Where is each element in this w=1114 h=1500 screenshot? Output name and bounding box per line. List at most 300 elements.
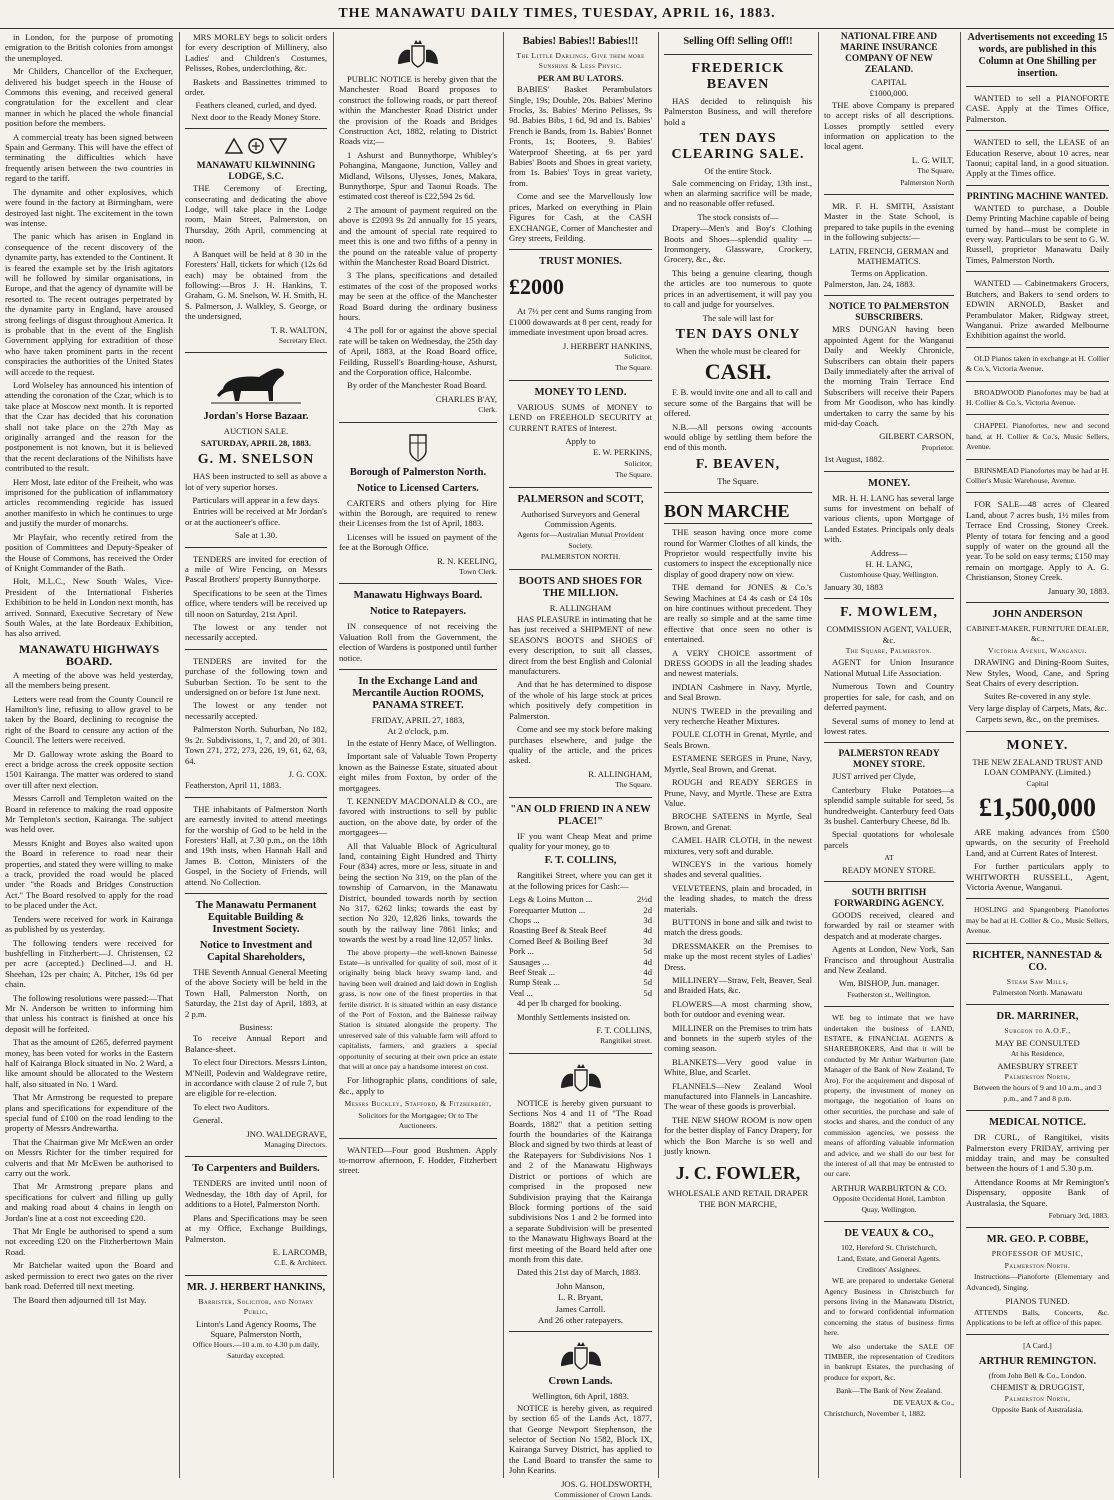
society-heading: The Manawatu Permanent Equitable Building & Investment Society. [195,899,317,935]
advert-text: HAS decided to relinquish his Palmerston Business, and will therefore hold a [664,96,812,127]
divider [824,742,954,743]
divider [509,249,652,250]
advert-text: Messrs Buckley, Stafford, & Fitzherbert, [344,1099,492,1109]
advert-text: Victoria Avenue, Wanganui. [988,645,1087,655]
masthead: THE MANAWATU DAILY TIMES, TUESDAY, APRIL 16, 1883. [0,0,1114,29]
news-paragraph: in London, for the purpose of promoting emigration to the British colonies from amongst the unemployed. [5,32,173,63]
divider [664,54,812,55]
advert-text: Business: [239,1022,273,1032]
signature: JOS. G. HOLDSWORTH, [561,1478,652,1489]
advert-text: THE above Company is prepared to accept risks of all descriptions. Losses promptly settled every information on application to the local agent. [824,99,954,152]
advert-text: For lithographic plans, conditions of sale, &c., apply to [339,1075,497,1096]
advert-text: General. [193,1115,223,1126]
medical-heading: MEDICAL NOTICE. [989,1117,1086,1129]
money-heading: MONEY. [868,477,910,489]
news-paragraph: A meeting of the above was held yesterday, all the members being present. [5,669,173,691]
advert-text: MR. H. H. LANG has several large sums for investment on behalf of various clients, upon Mortgage of Landed Estates. Principals only deals with. [824,492,954,545]
advert-text: AUCTION SALE. [223,426,289,437]
advert-text: Opposite Bank of Australasia. [991,1404,1084,1414]
divider [966,185,1109,186]
news-paragraph: Mr Playfair, who recently retired from the position of Committees and Deputy-Speaker of the House of Commons, has received the Order of Knight Commander of the Bath. [5,531,173,573]
money-heading: MONEY TO LEND. [534,386,627,398]
divider [824,194,954,195]
advert-text: Suites Re-covered in any style. [984,691,1091,702]
divider [339,422,497,423]
advert-text: THE inhabitants of Palmerston North are earnestly invited to attend meetings for the worship of God to be held in the Foresters' Hall, at 7.30 p.m., on the 18th and 19th insts, when Hannah Hall and James B. Cotton, Ministers of the Gospel, in the Society of Friends, will attend. No Collection. [185,803,327,887]
signature: F. T. COLLINS, [596,1025,652,1036]
signature: L. G. WILT, [911,154,954,165]
highways-heading: Manawatu Highways Board. [353,590,483,602]
surveyor-name: PALMERSON and SCOTT, [517,493,644,505]
borough-crest-icon [390,429,446,463]
signature: Palmerston North [900,177,954,187]
advert-text: N.B.—All persons owing accounts would oblige by settling them before the end of this month. [664,421,812,453]
notice-heading: Notice to Licensed Carters. [357,482,479,494]
signature: E. W. PERKINS, [593,447,652,458]
price-row [509,957,652,967]
advert-text: In the estate of Henry Mace, of Wellington. [347,737,497,748]
advert-text: NOTICE is hereby given, as required by section 65 of the Lands Act, 1877, that George Newport Stephenson, the selector of Section No 1582, Block IX, Kairanga Survey District, has applied to the Land Board to transfer the same to John Kearins. [509,1402,652,1476]
advert-text: CAPITAL [871,77,907,87]
advert-text: WHOLESALE AND RETAIL DRAPER [667,1187,809,1198]
divider [509,569,652,570]
doctor-name: DR. MARRINER, [996,1011,1079,1023]
price-item: Veal ... [509,987,533,998]
signature: JNO. WALDEGRAVE, [246,1128,327,1139]
signature: Rangitikei street. [600,1036,652,1046]
news-paragraph: Mr Childers, Chancellor of the Exchequer, delivered his budget speech in the House of Commons this evening, and received general congratulation for the excellent and clear manner in which he placed the whole financial position before the members. [5,66,173,129]
price-value: 5d [643,946,652,957]
classified-heading: Advertisements not exceeding 15 words, are published in this Column at One Shilling per insertion. [967,32,1108,79]
classified-ad: WANTED to sell, the LEASE of an Education Reserve, about 10 acres, near Taonui; capital land, in a good situation. Apply at the Times office. [966,137,1109,179]
advert-text: Next door to the Ready Money Store. [191,111,321,122]
advert-text: GOODS received, cleared and forwarded by rail or steamer with despatch and at moderate charges. [824,909,954,941]
capital-amount: £1,500,000 [979,792,1096,822]
signature: The Square, [917,166,954,176]
advert-text: FLOWERS—A most charming show, both for outdoor and evening wear. [664,998,812,1020]
advert-text: INDIAN Cashmere in Navy, Myrtle, and Seal Brown. [664,681,812,703]
price-item: Forequarter Mutton ... [509,904,586,915]
news-paragraph: Letters were read from the County Council re Hamilton's line, refusing to allow gravel to be taken by the Board, declining to recognise the right of the Board to censure any action of the Council. The letters were received. [5,693,173,746]
advert-text: WE beg to intimate that we have undertaken the business of LAND, ESTATE, & FINANCIAL AGENTS & SHAREBROKERS, And that it will be conducted by Mr Arthur Warburton (late Manager of the Bank of New Zealand, Te Aro). For the acquirement and disposal of property, the investment of money on mortgage, the negotiation of loans on other securities, the purchase and sale of stocks and shares, and the conduct of any commission agencies, we possess the means of affording valuable information and advice, and we shall do our best for the interest of all that may be entrusted to our care. [824,1013,954,1179]
advert-text: VARIOUS SUMS of MONEY to LEND on FREEHOLD SECURITY at CURRENT RATES of Interest. [509,401,652,433]
price-row [509,977,652,987]
advert-text: The Little Darlings. Give them more Sunshine & Less Physic. [516,51,645,71]
borough-heading: Borough of Palmerston North. [349,466,487,478]
news-paragraph: The dynamite and other explosives, which were found in the factory at Birmingham, were destroyed last night. The excitement in the town was intense. [5,186,173,228]
music-teacher-name: MR. GEO. P. COBBE, [986,1234,1089,1246]
advert-text: VELVETEENS, plain and brocaded, in the leading shades, to match the dress materials. [664,882,812,914]
price-item: Corned Beef & Boiling Beef [509,935,608,946]
advert-text: Rangitikei Street, where you can get it at the following prices for Cash:— [509,870,652,891]
advert-text: Feathers cleaned, curled, and dyed. [195,100,317,111]
advert-text: COMMISSION AGENT, VALUER, &c. [826,624,952,645]
column-1 [0,32,178,1480]
advert-text: By order of the Manchester Road Board. [347,380,488,391]
advert-text: At 7½ per cent and Sums ranging from £1000 dowawards at 8 per cent, ready for immediate investment upon broad acres. [509,306,652,338]
divider [185,547,327,548]
advert-text: PIANOS TUNED. [1005,1296,1070,1307]
signature: L. R. Bryant, [557,1292,604,1303]
divider [824,295,954,296]
divider [185,1156,327,1157]
advert-text: All that Valuable Block of Agricultural land, containing Eight Hundred and Thirty Four (834) acres, more or less, situate in and being the section No 319, on the plan of the township of Carnarvon, in the Manawatu District, bounded towards north by section No 317, 6262 links; towards the east by section No 320, 12,826 links, towards the south by the railway line 7861 links; and towards the west by a road line 12,057 links. [339,840,497,945]
advert-text: January 30, 1883. [1047,585,1109,596]
price-item: Chops ... [509,914,540,925]
advert-text: AMESBURY STREET [997,1060,1078,1071]
advert-text: Address— [870,547,908,558]
price-row [509,915,652,925]
news-paragraph: The Board then adjourned till 1st May. [13,1294,147,1305]
divider [966,731,1109,732]
divider [509,487,652,488]
signature: John Manson, [556,1280,605,1291]
signature: J. G. COX. [288,768,327,779]
advert-text: R. ALLINGHAM [549,602,612,613]
advert-text: Palmerston North. Suburban, No 182, 9s 2r. Subdivisions, 1, 7, and 20, of 301. Town 271, 272, 273, 226, 19, 61, 62, 63, 64. [185,724,327,766]
advert-text: A Banquet will be held at 8 30 in the Foresters' Hall, tickets for which (12s 6d each) may be obtained from the following:—Bros J. H. Hankins, T. Graham, G. M. Snelson, W. H. Smith, H. S. Palmerson, J. Walkley, S. George, or the undersigned, [185,248,327,322]
price-value: 5d [643,987,652,998]
price-row [509,967,652,977]
advert-text: January 30, 1883 [824,581,883,592]
agent-name: DE VEAUX & CO., [844,1227,934,1239]
advert-text: 1st August, 1882. [824,454,885,465]
news-paragraph: Messrs Knight and Boyes also waited upon the Board in reference to road near their properties, and stated they were willing to make a track, provided the road would be placed under "the Roads and Bridges Construction Act." The Board resolved to apply for the road to be placed under the Act. [5,837,173,911]
signature: Solicitor, [624,351,652,361]
price-value: 4d [643,925,652,936]
advert-text: ATTENDS Balls, Concerts, &c. Applications to be left at office of this paper. [966,1307,1109,1327]
advert-text: Palmerston North. [1004,1260,1071,1270]
news-paragraph: Herr Most, late editor of the Freiheit, who was imprisoned for the publication of inflammatory articles recommending regicide has issued another manifesto in which he continues to urge and justify the murder of monarchs. [5,476,173,529]
advert-text: MILLINER on the Premises to trim hats and bonnets in the superb styles of the coming season. [664,1022,812,1054]
signature: Secretary Elect. [278,335,327,345]
notice-heading: Notice to Ratepayers. [370,606,466,618]
advert-text: NOTICE is hereby given pursuant to Sections Nos 4 and 11 of "The Road Boards, 1882" that a petition setting fourth the boundaries of the Kairanga Block and signed by two thirds at least of the Ratepayers for Subdivisions Nos 1 and 2 of the Manawatu Highways District or portions of which are comprised in the proposed new Subdivision praying that the Kairanga Block forming portions of the said subdivisions Nos 1 and 2 be formed into a separate Subdivision will be presented to the Manawatu Highways Board at the first meeting of the Board held after one month from this date. [509,1097,652,1264]
advert-text: Surgeon to A.O.F., [1004,1026,1071,1036]
signature: J. HERBERT HANKINS, [562,340,652,351]
advert-text: For further particulars apply to WHITWORTH RUSSELL, Agent, Victoria Avenue, Wanganui. [966,861,1109,892]
classified-ad: HOSLING and Spangenberg Pianofortes may be had at H. Collier & Co., Music Sellers, Avenue. [966,905,1109,936]
ten-days-heading: TEN DAYS ONLY [675,326,801,342]
signature: GILBERT CARSON, [879,431,954,442]
bazaar-heading: Jordan's Horse Bazaar. [203,411,309,423]
news-paragraph: Holt, M.L.C., New South Wales, Vice-President of the International Fisheries Exhibition to be held in London next month, has arrived. Sonnard, Executive Secretary of New South Wales, at the late Bordeaux Exhibition, has also arrived. [5,576,173,639]
advert-text: Palmerston North, [1004,1393,1071,1403]
advert-text: CAMEL HAIR CLOTH, in the newest mixtures, very soft and durable. [664,835,812,856]
divider [966,459,1109,460]
advert-text: Very large display of Carpets, Mats, &c. [968,702,1107,713]
classified-ad: WANTED to purchase, a Double Demy Printing Machine capable of being turned by hand—must be complete in every way. Particulars to be sent to G. W. Russell, proprietor Manawatu Daily Times, Palmerston North. [966,202,1109,265]
advert-text: Steam Saw Mills, [1006,976,1069,986]
price-item: Legs & Loins Mutton ... [509,894,593,905]
price-list [509,894,652,998]
signature: Wm. BISHOP, Jun. manager. [838,978,940,989]
advert-text: DRESSMAKER on the Premises to make up the most recent styles of Ladies' Dress. [664,940,812,972]
advert-text: The Square. [717,475,759,486]
advert-text: Monthly Settlements insisted on. [517,1011,631,1022]
advert-text: IN consequence of not receiving the Valuation Roll from the Government, the election of Wardens is postponed until further notice. [339,621,497,663]
advert-text: Drapery—Men's and Boy's Clothing Boots and Shoes—splendid quality —Ironmongery, Glassware, Crockery, Grocery, &c., &c. [664,223,812,265]
advert-text: AT [884,853,894,863]
price-value: 3d [643,914,652,925]
advert-text: THE Seventh Annual General Meeting of the above Society will be held in the Town Hall, Palmerston North, on Saturday, the 21st day of April, 1883, at 2 p.m. [185,966,327,1019]
advert-text: We also undertake the SALE OF TIMBER, the representation of Creditors in bankrupt Estates, the purchasing of produce for export, &c. [824,1341,954,1382]
divider [966,86,1109,87]
advert-text: And that he has determined to dispose of the whole of his large stock at prices which positively defy competition in Palmerston. [509,679,652,721]
advert-text: To receive Annual Report and Balance-sheet. [185,1033,327,1054]
divider [824,1221,954,1222]
fowler-name: J. C. FOWLER, [675,1162,801,1183]
advert-text: SATURDAY, APRIL 28, 1883. [201,437,311,448]
news-paragraph: A commercial treaty has been signed between Spain and Germany. This will have the effect of terminating the difficulties which have frequently arisen between the two countries in regard to the tariff. [5,131,173,184]
divider [185,352,327,353]
advert-text: FOULE CLOTH in Grenat, Myrtle, and Seals Brown. [664,729,812,750]
news-paragraph: Messrs Carroll and Templeton waited on the Board in reference to making the road opposite Mr Templeton's section, Kairanga. The subject was held over. [5,793,173,835]
divider [185,797,327,798]
advert-text: NUN'S TWEED in the prevailing and very recherche Heather Mixtures. [664,705,812,727]
signature: Customhouse Quay, Wellington. [839,570,939,580]
advert-text: WANTED—Four good Bushmen. Apply to-morrow afternoon, F. Hodder, Fitzherbert street. [339,1144,497,1176]
masonic-emblem-icon [216,135,296,157]
carpenters-heading: To Carpenters and Builders. [192,1163,320,1175]
signature: R. ALLINGHAM, [588,768,652,779]
price-value: 2½d [636,894,652,905]
advert-text: THE season having once more come round for Warmer Clothes of all kinds, the Proprietor would respectfully invite his customers to inspect the exceptionally nice display of good drapery now on view. [664,527,812,579]
notice-heading: Notice to Investment and Capital Shareholders, [199,939,313,963]
advert-text: Licenses will be issued on payment of the fee at the Borough Office. [339,531,497,553]
advert-text: Sale at 1.30. [234,530,278,541]
advert-text: TENDERS are invited until noon of Wednesday, the 18th day of April, for additions to a Hotel, Palmerston North. [185,1178,327,1210]
news-paragraph: The panic which has arisen in England in consequence of the recent discovery of the dynamite party, has extended to the Continent. It is feared the example set by the Irish agitators will be followed by similar organisations, in Europe, and that the agency of dynamite will be resorted to. The recent outrages perpetrated by the dynamite party in England, have aroused strong feelings of disgust throughout America. It is probable that in the event of the English Government applying for extradition of those who have taken prominent parts in the recent conspiracies the authorities of the United States will accede to the request. [5,231,173,377]
advert-text: Between the hours of 9 and 10 a.m., and 3 p.m., and 7 and 8 p.m. [973,1083,1102,1103]
advert-text: Dated this 21st day of March, 1883. [517,1267,641,1278]
advert-text: READY MONEY STORE. [842,864,936,875]
price-item: Rump Steak ... [509,977,560,988]
advert-text: The Square, Palmerston. [845,646,933,656]
divider [966,898,1109,899]
news-paragraph: Mr Batchelar waited upon the Board and asked permission to erect two gates on the river bank road. Deferred till next meeting. [5,1260,173,1292]
news-paragraph: The following tenders were received for bushfelling in Fitzherbert:—J. Christensen, £2 per acre (accepted.) Declined—J. and H. Sheehan, 12s per chain; A. Pitcher, 19s 6d per chain. [5,937,173,990]
advert-text: WINCEYS in the various homely shades and several qualities. [664,858,812,880]
notice-heading: NOTICE TO PALMERSTON SUBSCRIBERS. [828,302,950,324]
price-row [509,988,652,998]
forwarding-heading: SOUTH BRITISH FORWARDING AGENCY. [834,887,944,909]
draper-name: FREDERICK BEAVEN [691,61,785,92]
advert-text: Special quotations for wholesale parcels [824,829,954,850]
advert-text: Numerous Town and Country properties for sale, for cash, and on deferred payment. [824,681,954,713]
advert-text: A VERY CHOICE assortment of DRESS GOODS in all the leading shades and newest materials. [664,647,812,679]
divider [966,492,1109,493]
advert-text: Baskets and Bassinettes trimmed to order. [185,76,327,98]
advert-text: Canterbury Fluke Potatoes—a splendid sample suitable for seed, 5s hundredweight. Canterbury feed Oats 3s bushel. Canterbury Cheese, 8d lb. [824,784,954,826]
advert-text: MR. F. H. SMITH, Assistant Master in the State School, is prepared to take pupils in the evening in the following subjects:— [824,201,954,243]
advert-text: This being a genuine clearing, though the articles are too numerous to quote prices in an advertisement, it will pay you to call and judge for yourselves. [664,267,812,310]
divider [966,943,1109,944]
advert-text: MILLINERY—Straw, Felt, Beaver, Seal and Braided Hats, &c. [664,975,812,996]
advert-text: Authorised Surveyors and General Commission Agents. [520,508,641,529]
advert-text: When the whole must be cleared for [675,345,801,356]
advert-text: (from John Bell & Co., London. [988,1370,1087,1380]
horse-icon [211,359,301,407]
advert-text: Come and see the Marvellously low prices, Marked on everything in Plain Figures for Cash, at the CASH EXCHANGE, Corner of Manchester and Grey streets, Feilding. [509,191,652,243]
price-value: 4d [643,956,652,967]
advert-text: 3 The plans, specifications and detailed estimates of the cost of the proposed works may be seen at the office of the Manchester Road Board during the ordinary business hours. [339,270,497,322]
advert-text: THE NEW ZEALAND TRUST AND LOAN COMPANY. (Limited.) [972,756,1103,778]
signature: Town Clerk. [459,567,497,577]
divider [824,1006,954,1007]
divider [664,492,812,493]
signature: R. N. KEELING, [437,555,497,566]
lodge-heading: MANAWATU KILWINNING LODGE, S.C. [196,161,316,183]
advert-text: FLANNELS—New Zealand Wool manufactured into Flannels in Lancashire. The wear of these goods is proverbial. [664,1080,812,1112]
advert-text: MRS DUNGAN having been appointed Agent for the Wanganui Daily and Weekly Chronicle, Subscribers can obtain their papers Daily immediately after the arrival of the morning Train Terrace End Subscribers will receive their Papers from Mr Goodison, who has kindly undertaken to carry the same by his mid-day Coach. [824,324,954,428]
price-value: 4d [643,967,652,977]
divider [824,881,954,882]
advert-text: Bank—The Bank of New Zealand. [835,1386,943,1396]
advert-text: Wellington, 6th April, 1883. [532,1391,629,1402]
advert-text: Particulars will appear in a few days. [192,494,320,505]
advert-text: Come and see my stock before making purchases elsewhere, and judge the quality of the article, and the prices asked. [509,724,652,766]
printing-heading: PRINTING MACHINE WANTED. [966,191,1109,202]
advert-text: Sale commencing on Friday, 13th inst., when an alarming sacrifice will be made, and no reasonable offer refused. [664,177,812,209]
advert-text: The lowest or any tender not necessarily accepted. [185,700,327,721]
babies-heading: Babies! Babies!! Babies!!! [522,36,639,47]
advert-text: ARE making advances from £500 upwards, on the security of Freehold Land, and at Current Rates of Interest. [966,826,1109,858]
price-row [509,936,652,946]
signature: DE VEAUX & Co., [893,1397,954,1407]
auction-heading: In the Exchange Land and Mercantile Auction ROOMS, PANAMA STREET. [352,676,484,712]
divider [966,602,1109,603]
divider [509,1053,652,1054]
advert-text: Agents for—Australian Mutual Provident Society. [517,530,644,550]
insurance-heading: NATIONAL FIRE AND MARINE INSURANCE COMPANY OF NEW ZEALAND. [840,32,938,75]
advert-text: BLANKETS—Very good value in White, Blue, and Scarlet. [664,1056,812,1078]
draper-signature: F. BEAVEN, [695,456,781,472]
royal-crest-icon [553,1060,609,1094]
price-row [509,905,652,915]
advert-text: £1000,000. [869,88,909,99]
advert-text: PUBLIC NOTICE is hereby given that the Manchester Road Board proposes to construct the following roads, or part thereof within the Manchester Road District under the provision of the Roads and Bridges Construction Act, 1882, relating to District Roads viz;— [339,74,497,147]
bon-marche-heading: BON MARCHE [664,499,812,524]
signature: C.E. & Architect. [274,1258,327,1268]
signature: Solicitor, [624,458,652,468]
advert-text: F. B. would invite one and all to call and secure some of the Bargains that will be offered. [664,387,812,419]
advert-text: Featherston, April 11, 1883. [185,780,282,791]
news-paragraph: That the Chairman give Mr McEwen an order on Messrs Richter for the timber required for culverts and that Mr McEwen be authorised to carry out the work. [5,1136,173,1179]
advert-text: BUTTONS in bone and silk and twist to match the dress goods. [664,916,812,938]
column-7 [961,32,1114,1480]
price-item: Beef Steak ... [509,967,556,977]
advert-text: Terms on Application. [850,267,928,278]
advert-text: 2 The amount of payment required on the above is £2093 9s 2d annually for 15 years, and the amount of special rate required to meet this is one and two fifths of a penny in the pound on the rateable value of property within the Manchester Road Board District. [339,204,497,267]
divider [509,797,652,798]
column-3 [334,32,502,1480]
divider [509,380,652,381]
divider [185,128,327,129]
advert-text: DR CURL, of Rangitikei, visits Palmerston every FRIDAY, arriving per midday train, and may be consulted between the hours of 1 and 5.30 p.m. [966,1132,1109,1174]
signature: Opposite Occidental Hotel, Lambton Quay, Wellington. [832,1194,946,1214]
column-6 [819,32,959,1480]
crown-lands-heading: Crown Lands. [548,1376,613,1388]
divider [185,649,327,650]
advert-text: Capital [1026,778,1049,788]
advert-text: LATIN, FRENCH, GERMAN and MATHEMATICS. [829,245,949,267]
divider [966,271,1109,272]
classified-ad: FOR SALE—48 acres of Cleared Land, about 7 acres bush, 1½ miles from Terrace End Crossing, Stoney Creek. Plenty of totara for fencing and a good supply of water on the ground all the year. To be sold on easy terms; £150 may remain on mortgage. Apply to A. G. Christianson, Stoney Creek. [966,499,1109,583]
advert-text: THE NEW SHOW ROOM is now open for the better display of Fancy Drapery, for which the Bon Marche is so well and justly known. [664,1114,812,1157]
price-item: Pork ... [509,946,534,957]
selling-heading: Selling Off! Selling Off!! [683,36,793,47]
news-paragraph: That Mr Armstrong prepare plans and specifications for culvert and filling up gully and making road about 4 chains in length on Jordan's line at a cost not exceeding £20. [5,1181,173,1223]
signature: The Square. [615,470,652,480]
signature: Featherston st., Wellington. [847,989,931,999]
advert-text: CABINET-MAKER, FURNITURE DEALER, &c., [966,624,1109,644]
signature: The Square. [615,363,652,373]
advert-text: ESTAMENE SERGES in Prune, Navy, Myrtle, Seal Brown, and Grenat. [664,753,812,774]
signature: E. LARCOMB, [272,1246,327,1257]
divider [966,1110,1109,1111]
signature: CHARLES B'AY, [435,393,497,404]
clearing-sale-heading: TEN DAYS CLEARING SALE. [671,131,805,163]
advert-text: Office Hours.—10 a.m. to 4.30 p.m daily, Saturday excepted. [192,1340,320,1360]
sawmill-name: RICHTER, NANNESTAD & CO. [972,949,1103,973]
divider [339,669,497,670]
advert-text: Of the entire Stock. [704,166,772,177]
advert-text: The lowest or any tender not necessarily accepted. [185,622,327,643]
price-row [509,894,652,904]
divider [966,414,1109,415]
price-item: Roasting Beef & Steak Beef [509,925,607,936]
classified-ad: BROADWOOD Pianofortes may be had at H. Collier & Co.'s, Victoria Avenue. [966,387,1109,407]
royal-crest-icon [390,36,446,70]
advert-text: HAS been instructed to sell as above a lot of very superior horses. [185,471,327,492]
news-paragraph: Lord Wolseley has announced his intention of attending the coronation of the Czar, which is to take place at Moscow next month. It is reported that the Czar has decided that his coronation shall not take place on the 27th May as originally arranged and the reason for the postponement is not known, but it is believed that the recent declarations of the Nihilists have contributed to the result. [5,380,173,474]
advert-text: To elect two Auditors. [193,1101,270,1112]
advert-text: CARTERS and others plying for Hire within the Borough, are required to renew their Licenses from the 1st of April, 1883. [339,497,497,529]
advert-text: Specifications to be seen at the Times office, where tenders will be received up till noon on Saturday, 21st April. [185,587,327,619]
advert-text: Christchurch, November 1, 1882. [824,1409,926,1419]
advert-text: 1 Ashurst and Bunnythorpe, Whibley's Pohangina, Mangaone, Junction, Valley and Midland, Wilsons, Ulysses, Jones, Makara, Bunnythorpe, Spur and Taonui Roads. The estimated cost thereof is £22,594 2s 6d. [339,149,497,202]
advert-text: THE Ceremony of Erecting, consecrating and dedicating the above Lodge, will take place in the Lodge room, Main Street, Palmerston, on Thursday, 26th April, commencing at noon. [185,183,327,246]
news-paragraph: That Mr Engle be authorised to spend a sum not exceeding £20 on the Fitzherbertown Main Road. [5,1226,173,1257]
divider [966,347,1109,348]
news-paragraph: That Mr Armstrong be requested to prepare plans and specifications for expenditure of the special fund of £100 on the road lending to the property of Messrs Andrewartha. [5,1092,173,1134]
signature: T. R. WALTON, [270,324,327,335]
news-paragraph: Mr D. Galloway wrote asking the Board to erect a bridge across the creek opposite section 1501 Kairanga. The matter was ordered to stand over till after next election. [5,748,173,790]
advert-text: 102, Hereford St. Christchurch, [841,1242,937,1252]
advert-text: Barrister, Solicitor, and Notary Public, [198,1296,314,1317]
advert-text: AGENT for Union Insurance National Mutual Life Association. [824,657,954,678]
signature: Proprietor. [921,442,954,452]
advert-text: BABIES' Basket Perambulators Single, 19s; Double, 20s. Babies' Merino Frocks, 3s. Babies' Merino Pelisses, 9s 9d. Babies Bibs, 1 6d, 9d and 1s. Babies' French ie Bands, from 1s. Babies' Bonnet Fronts, 1s; Bootees, 9. Babies' Waterproof Sheeting, at 6s per yard Babies' Boots and Shoes in great variety, from 1s. Babies' Toys in great variety, from. [509,84,652,188]
advert-text: To elect four Directors. Messrs Linton, M'Neill, Podevin and Waldegrave retire, in accordance with clause 2 of rule 7, but are eligible for re-election. [185,1057,327,1099]
column-2 [180,32,332,1480]
advert-text: THE BON MARCHE, [698,1198,778,1209]
advert-text: Land, Estate, and General Agents. Creditors' Assignees. [837,1254,941,1274]
advert-text: PALMERSTON NORTH. [540,552,621,562]
advert-text: Solicitors for the Mortgagee; Or to The Auctioneers. [358,1110,478,1131]
advert-text: Palmerston North. Manawatu [992,987,1083,997]
divider [185,893,327,894]
money-heading: MONEY. [1006,737,1069,753]
auctioneer-name: G. M. SNELSON [197,452,315,468]
advert-text: Plans and Specifications may be seen at my Office, Exchange Buildings, Palmerston. [185,1212,327,1244]
advert-text: Attendance Rooms at Mr Remington's Dispensary, opposite Bank of Australasia, the Square. [966,1176,1109,1208]
cabinet-maker-name: JOHN ANDERSON [992,609,1083,621]
classified-ad: BRINSMEAD Pianofortes may be had at H. Collier's Music Warehouse, Avenue. [966,465,1109,485]
signature: Clerk. [478,405,497,415]
advert-text: At 2 o'clock, p.m. [387,726,449,737]
